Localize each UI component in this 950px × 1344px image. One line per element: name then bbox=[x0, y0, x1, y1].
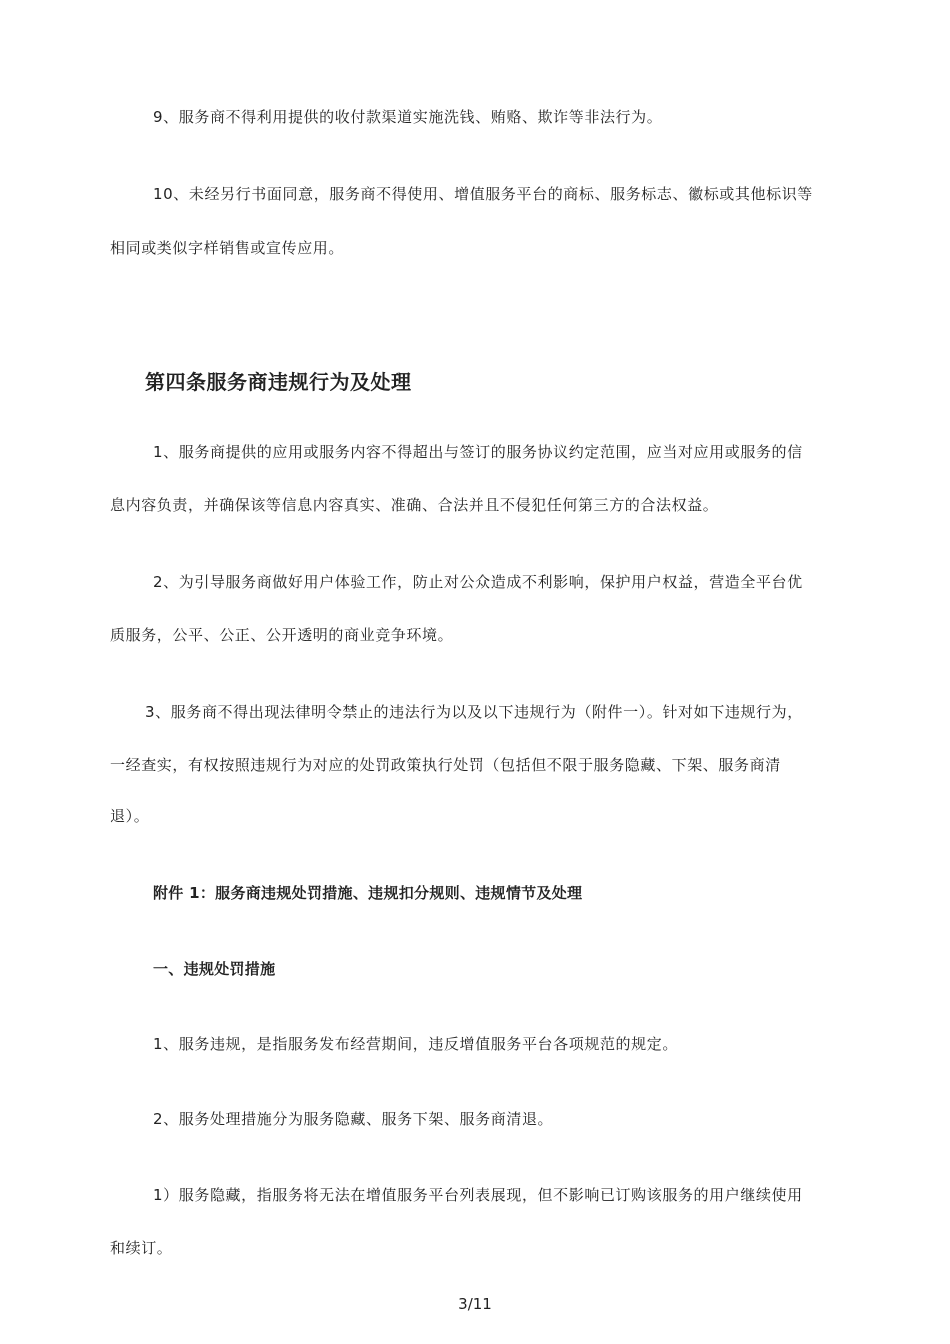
annex-1-section-1-title: 一、违规处罚措施 bbox=[153, 960, 276, 978]
annex-1-sub-1-line-2: 和续订。 bbox=[110, 1239, 173, 1257]
annex-1-title: 附件 1：服务商违规处罚措施、违规扣分规则、违规情节及处理 bbox=[153, 884, 583, 902]
annex-1-rule-2: 2、服务处理措施分为服务隐藏、服务下架、服务商清退。 bbox=[153, 1110, 554, 1128]
clause-10-line-1: 10、未经另行书面同意，服务商不得使用、增值服务平台的商标、服务标志、徽标或其他标识等 bbox=[153, 185, 813, 203]
clause-10-line-2: 相同或类似字样销售或宣传应用。 bbox=[110, 239, 345, 257]
annex-1-sub-1-line-1: 1）服务隐藏，指服务将无法在增值服务平台列表展现，但不影响已订购该服务的用户继续使用 bbox=[153, 1186, 803, 1204]
article-4-item-3-line-2: 一经查实，有权按照违规行为对应的处罚政策执行处罚（包括但不限于服务隐藏、下架、服务商清 bbox=[110, 756, 781, 774]
page-number: 3/11 bbox=[458, 1295, 492, 1313]
clause-9: 9、服务商不得利用提供的收付款渠道实施洗钱、贿赂、欺诈等非法行为。 bbox=[153, 108, 663, 126]
article-4-item-2-line-2: 质服务，公平、公正、公开透明的商业竞争环境。 bbox=[110, 626, 454, 644]
annex-1-rule-1: 1、服务违规，是指服务发布经营期间，违反增值服务平台各项规范的规定。 bbox=[153, 1035, 678, 1053]
article-4-item-2-line-1: 2、为引导服务商做好用户体验工作，防止对公众造成不利影响，保护用户权益，营造全平台优 bbox=[153, 573, 803, 591]
article-4-item-1-line-2: 息内容负责，并确保该等信息内容真实、准确、合法并且不侵犯任何第三方的合法权益。 bbox=[110, 496, 719, 514]
article-4-item-3-line-1: 3、服务商不得出现法律明令禁止的违法行为以及以下违规行为（附件一）。针对如下违规行为， bbox=[145, 703, 803, 721]
article-4-item-1-line-1: 1、服务商提供的应用或服务内容不得超出与签订的服务协议约定范围，应当对应用或服务的信 bbox=[153, 443, 803, 461]
article-4-title: 第四条服务商违规行为及处理 bbox=[145, 370, 412, 394]
article-4-item-3-line-3: 退）。 bbox=[110, 807, 150, 825]
